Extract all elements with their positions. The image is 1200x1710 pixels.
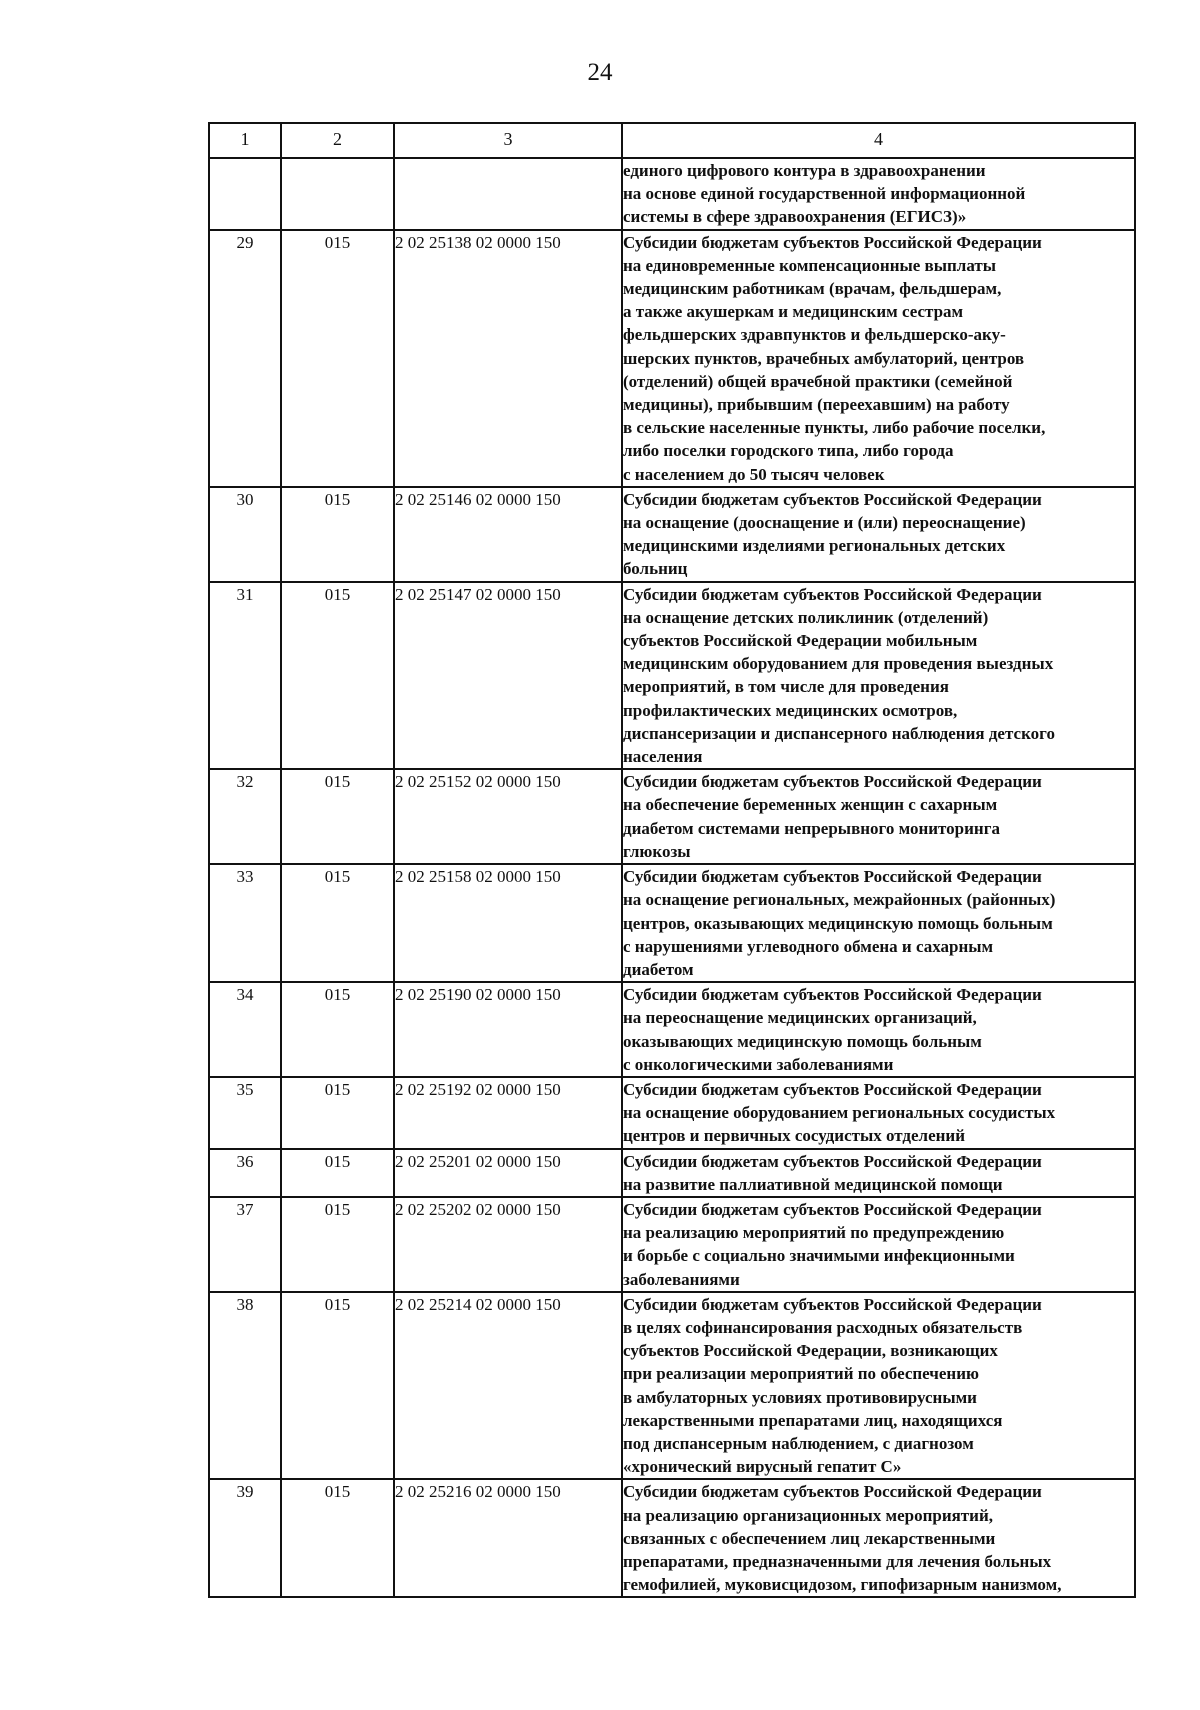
description-line: с нарушениями углеводного обмена и сахарным xyxy=(623,936,994,956)
description-line: на развитие паллиативной медицинской помощи xyxy=(623,1174,1003,1194)
admin-code-cell: 015 xyxy=(281,487,394,582)
description-cell xyxy=(622,1479,1135,1597)
description-line: с населением до 50 тысяч человек xyxy=(623,464,885,484)
description-line: медицинскими изделиями региональных детских xyxy=(623,536,1006,556)
description-cell xyxy=(622,1197,1135,1292)
row-number-cell xyxy=(209,158,281,230)
row-number-cell: 32 xyxy=(209,769,281,864)
description-line: больниц xyxy=(623,559,688,579)
description-line: оказывающих медицинскую помощь больным xyxy=(623,1031,982,1051)
table-row xyxy=(209,864,1135,982)
header-col-3: 3 xyxy=(394,123,622,158)
row-number-cell: 39 xyxy=(209,1479,281,1597)
description-cell xyxy=(622,487,1135,582)
admin-code-cell: 015 xyxy=(281,582,394,770)
budget-code-cell: 2 02 25158 02 0000 150 xyxy=(394,864,622,982)
budget-code-cell: 2 02 25201 02 0000 150 xyxy=(394,1149,622,1197)
description-line: при реализации мероприятий по обеспечению xyxy=(623,1364,980,1384)
description-cell xyxy=(622,1077,1135,1149)
description-line: на оснащение региональных, межрайонных (районных) xyxy=(623,890,1056,910)
description-cell xyxy=(622,158,1135,230)
description-line: в целях софинансирования расходных обязательств xyxy=(623,1317,1023,1337)
description-line: Субсидии бюджетам субъектов Российской Федерации xyxy=(623,1079,1042,1099)
description-line: а также акушеркам и медицинским сестрам xyxy=(623,302,964,322)
budget-code-cell: 2 02 25214 02 0000 150 xyxy=(394,1292,622,1480)
table-row xyxy=(209,487,1135,582)
row-number-cell: 31 xyxy=(209,582,281,770)
row-number-cell: 34 xyxy=(209,982,281,1077)
budget-code-cell: 2 02 25192 02 0000 150 xyxy=(394,1077,622,1149)
description-line: на реализацию организационных мероприятий, xyxy=(623,1505,993,1525)
table-row xyxy=(209,1292,1135,1480)
table-body xyxy=(209,158,1135,1597)
description-line: Субсидии бюджетам субъектов Российской Федерации xyxy=(623,1294,1042,1314)
table-row xyxy=(209,1197,1135,1292)
description-line: препаратами, предназначенными для лечения больных xyxy=(623,1551,1052,1571)
description-line: на оснащение оборудованием региональных сосудистых xyxy=(623,1103,1056,1123)
description-line: на обеспечение беременных женщин с сахарным xyxy=(623,795,998,815)
row-number-cell: 37 xyxy=(209,1197,281,1292)
description-line: с онкологическими заболеваниями xyxy=(623,1054,894,1074)
row-number-cell: 29 xyxy=(209,230,281,487)
budget-code-cell: 2 02 25216 02 0000 150 xyxy=(394,1479,622,1597)
table-row xyxy=(209,1149,1135,1197)
description-cell xyxy=(622,582,1135,770)
description-line: центров и первичных сосудистых отделений xyxy=(623,1126,966,1146)
description-line: лекарственными препаратами лиц, находящихся xyxy=(623,1410,1003,1430)
header-col-1: 1 xyxy=(209,123,281,158)
admin-code-cell: 015 xyxy=(281,864,394,982)
description-line: населения xyxy=(623,747,703,767)
description-line: Субсидии бюджетам субъектов Российской Федерации xyxy=(623,985,1042,1005)
description-line: Субсидии бюджетам субъектов Российской Федерации xyxy=(623,1151,1042,1171)
description-line: связанных с обеспечением лиц лекарственными xyxy=(623,1528,996,1548)
description-line: шерских пунктов, врачебных амбулаторий, центров xyxy=(623,348,1025,368)
description-line: «хронический вирусный гепатит С» xyxy=(623,1457,902,1477)
description-cell xyxy=(622,864,1135,982)
table-header-row xyxy=(209,123,1135,158)
admin-code-cell: 015 xyxy=(281,1149,394,1197)
description-line: (отделений) общей врачебной практики (семейной xyxy=(623,371,1013,391)
description-line: Субсидии бюджетам субъектов Российской Федерации xyxy=(623,489,1042,509)
description-line: на единовременные компенсационные выплаты xyxy=(623,255,997,275)
table-row xyxy=(209,982,1135,1077)
admin-code-cell: 015 xyxy=(281,1077,394,1149)
table-row xyxy=(209,582,1135,770)
budget-code-cell: 2 02 25202 02 0000 150 xyxy=(394,1197,622,1292)
description-line: заболеваниями xyxy=(623,1269,740,1289)
admin-code-cell: 015 xyxy=(281,230,394,487)
description-cell xyxy=(622,769,1135,864)
admin-code-cell: 015 xyxy=(281,769,394,864)
row-number-cell: 38 xyxy=(209,1292,281,1480)
description-line: и борьбе с социально значимыми инфекционными xyxy=(623,1246,1015,1266)
row-number-cell: 35 xyxy=(209,1077,281,1149)
description-line: медицины), прибывшим (переехавшим) на работу xyxy=(623,395,1010,415)
description-line: Субсидии бюджетам субъектов Российской Федерации xyxy=(623,867,1042,887)
admin-code-cell: 015 xyxy=(281,1197,394,1292)
description-line: субъектов Российской Федерации, возникающих xyxy=(623,1341,998,1361)
description-line: в сельские населенные пункты, либо рабочие поселки, xyxy=(623,418,1046,438)
description-line: системы в сфере здравоохранения (ЕГИСЗ)» xyxy=(623,207,967,227)
budget-code-cell: 2 02 25152 02 0000 150 xyxy=(394,769,622,864)
header-col-2: 2 xyxy=(281,123,394,158)
table-row xyxy=(209,769,1135,864)
budget-code-cell xyxy=(394,158,622,230)
table-row xyxy=(209,158,1135,230)
admin-code-cell: 015 xyxy=(281,1292,394,1480)
description-line: Субсидии бюджетам субъектов Российской Федерации xyxy=(623,1482,1042,1502)
table-row xyxy=(209,1077,1135,1149)
description-line: субъектов Российской Федерации мобильным xyxy=(623,631,978,651)
description-line: на оснащение (дооснащение и (или) переоснащение) xyxy=(623,513,1026,533)
description-cell xyxy=(622,1149,1135,1197)
table-row xyxy=(209,230,1135,487)
description-line: глюкозы xyxy=(623,841,691,861)
description-line: на основе единой государственной информационной xyxy=(623,184,1026,204)
table-row xyxy=(209,1479,1135,1597)
description-cell xyxy=(622,230,1135,487)
admin-code-cell: 015 xyxy=(281,1479,394,1597)
description-line: центров, оказывающих медицинскую помощь больным xyxy=(623,913,1053,933)
description-cell xyxy=(622,1292,1135,1480)
budget-classification-table xyxy=(208,122,1136,1598)
description-line: мероприятий, в том числе для проведения xyxy=(623,677,949,697)
description-line: единого цифрового контура в здравоохранении xyxy=(623,161,986,180)
description-line: Субсидии бюджетам субъектов Российской Федерации xyxy=(623,584,1042,604)
page-number: 24 xyxy=(587,59,613,86)
description-line: диабетом xyxy=(623,959,694,979)
row-number-cell: 33 xyxy=(209,864,281,982)
description-line: на переоснащение медицинских организаций, xyxy=(623,1008,977,1028)
budget-code-cell: 2 02 25138 02 0000 150 xyxy=(394,230,622,487)
budget-code-cell: 2 02 25146 02 0000 150 xyxy=(394,487,622,582)
description-line: диабетом системами непрерывного мониторинга xyxy=(623,818,1000,838)
description-line: диспансеризации и диспансерного наблюдения детского xyxy=(623,723,1055,743)
description-cell xyxy=(622,982,1135,1077)
description-line: Субсидии бюджетам субъектов Российской Федерации xyxy=(623,1199,1042,1219)
description-line: Субсидии бюджетам субъектов Российской Федерации xyxy=(623,772,1042,792)
description-line: медицинским работникам (врачам, фельдшерам, xyxy=(623,279,1002,299)
admin-code-cell: 015 xyxy=(281,982,394,1077)
budget-code-cell: 2 02 25190 02 0000 150 xyxy=(394,982,622,1077)
description-line: под диспансерным наблюдением, с диагнозом xyxy=(623,1433,974,1453)
description-line: гемофилией, муковисцидозом, гипофизарным нанизмом, xyxy=(623,1575,1062,1595)
description-line: фельдшерских здравпунктов и фельдшерско-аку- xyxy=(623,325,1006,345)
description-line: либо поселки городского типа, либо города xyxy=(623,441,954,461)
description-line: на оснащение детских поликлиник (отделений) xyxy=(623,607,989,627)
description-line: Субсидии бюджетам субъектов Российской Федерации xyxy=(623,232,1042,252)
header-col-4: 4 xyxy=(622,123,1135,158)
admin-code-cell xyxy=(281,158,394,230)
description-line: на реализацию мероприятий по предупреждению xyxy=(623,1223,1005,1243)
description-line: в амбулаторных условиях противовирусными xyxy=(623,1387,977,1407)
budget-code-cell: 2 02 25147 02 0000 150 xyxy=(394,582,622,770)
description-line: профилактических медицинских осмотров, xyxy=(623,700,958,720)
row-number-cell: 30 xyxy=(209,487,281,582)
row-number-cell: 36 xyxy=(209,1149,281,1197)
description-line: медицинским оборудованием для проведения выездных xyxy=(623,654,1054,674)
